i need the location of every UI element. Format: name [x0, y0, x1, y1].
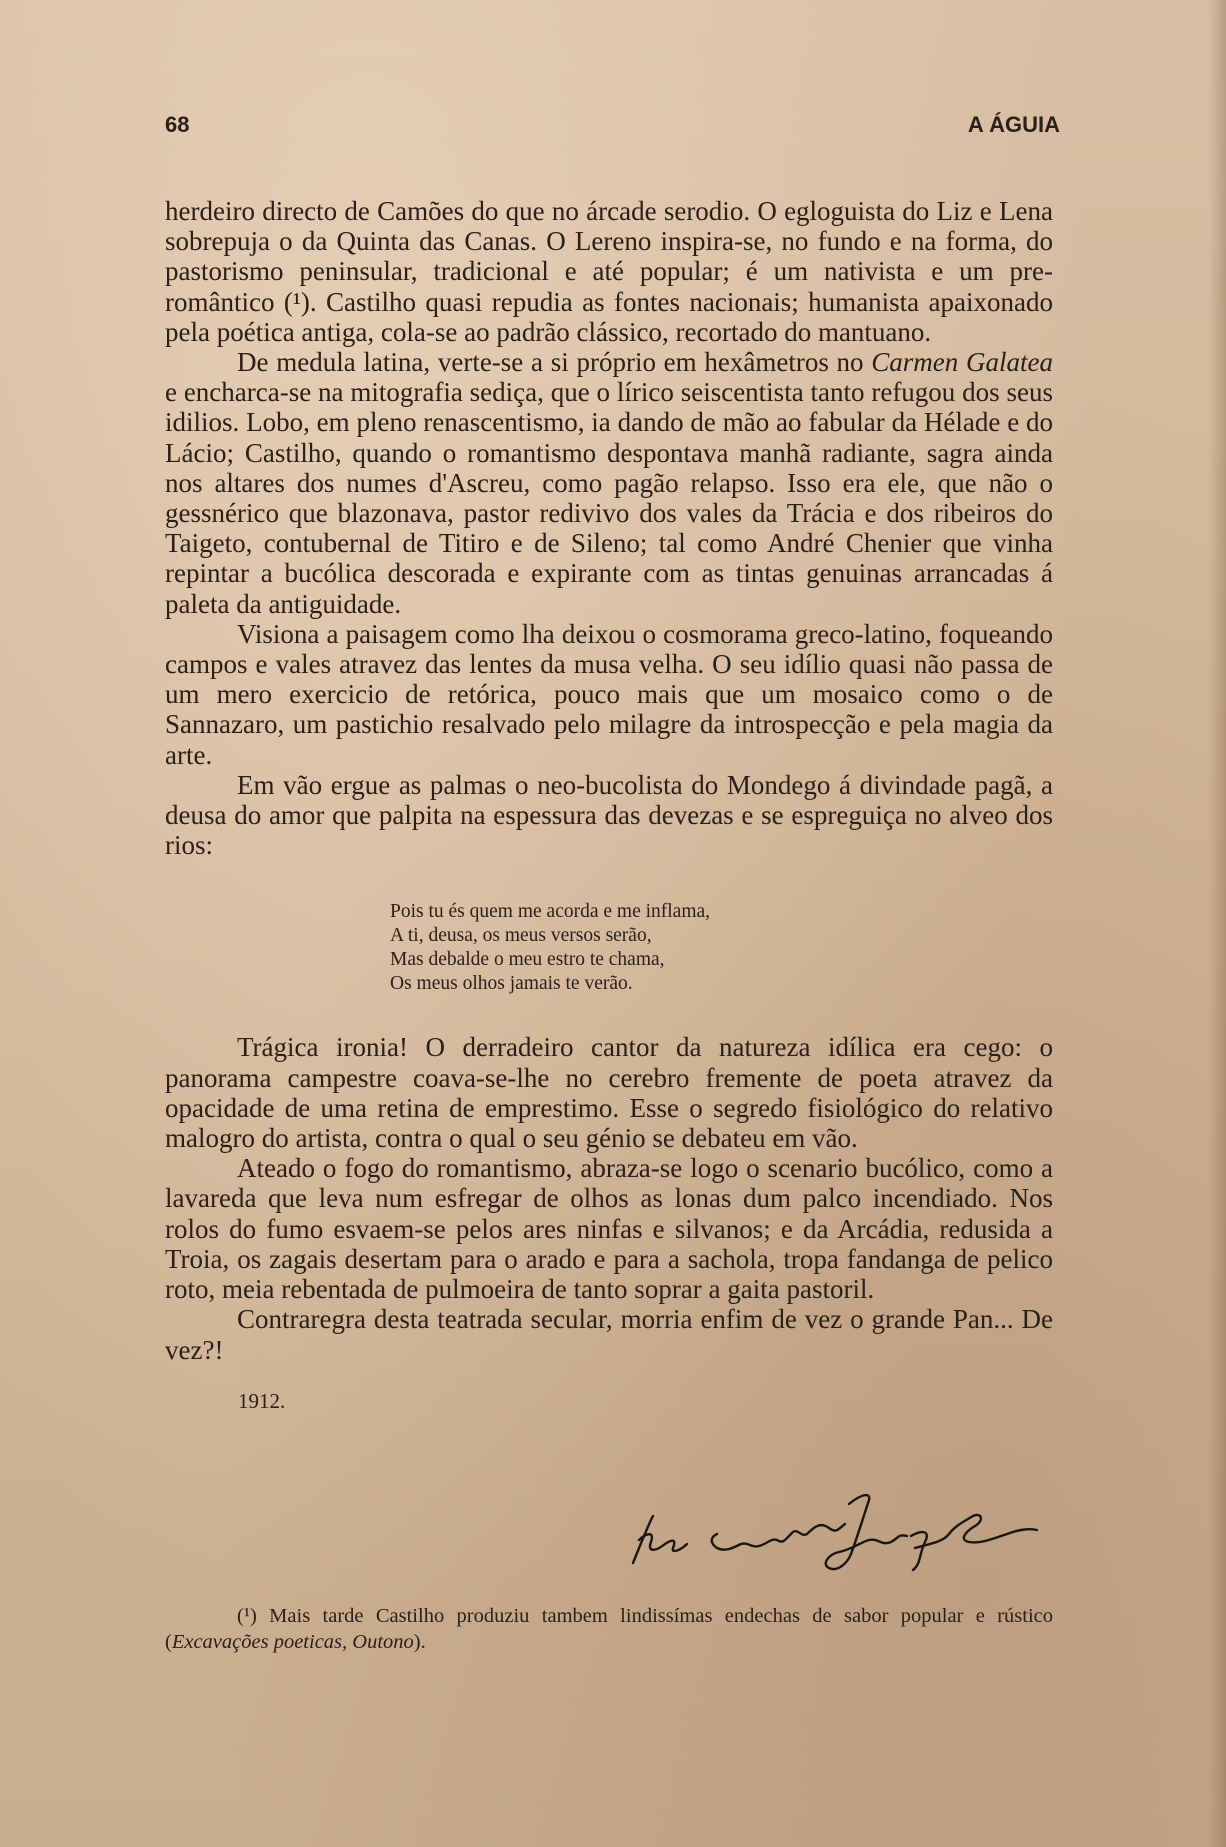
paragraphs-after-verse [165, 1032, 1053, 1364]
paragraph [165, 1153, 1053, 1304]
text-run: Contraregra desta teatrada secular, morria enfim de vez o grande Pan... De vez?! [165, 1304, 1053, 1365]
date-line: 1912. [238, 1388, 286, 1413]
footnote [165, 1603, 1053, 1655]
italic-title: Carmen Galatea [871, 347, 1053, 378]
journal-title: A ÁGUIA [967, 112, 1060, 137]
paragraph [165, 770, 1053, 861]
verse-quote [390, 900, 1053, 996]
footnote-mark: (¹) [237, 1605, 257, 1627]
page-number: 68 [165, 112, 190, 137]
text-run: ). [413, 1631, 426, 1653]
verse-line: Os meus olhos jamais te verão. [390, 973, 633, 995]
signature-handwriting [625, 1468, 1045, 1578]
text-run: herdeiro directo de Camões do que no árcade serodio. O egloguista do Liz e Lena sobrepuja o da Quinta das Canas. O Lereno inspira-se, no fundo e na forma, do pastorismo peninsular, tradicional e até popular; é um nativista e um pre-romântico (¹). Castilho quasi repudia as fontes nacionais; humanista apaixonado pela poética antiga, cola-se ao padrão clássico, recortado do mantuano. [165, 196, 1053, 347]
text-run: De medula latina, verte-se a si próprio em hexâmetros no [237, 347, 872, 378]
text-run: Trágica ironia! O derradeiro cantor da natureza idílica era cego: o panorama campestre coava-se-lhe no cerebro fremente de poeta atravez da opacidade de uma retina de emprestimo. Esse o segredo fisiológico do relativo malogro do artista, contra o qual o seu génio se debateu em vão. [165, 1032, 1053, 1154]
verse-line: A ti, deusa, os meus versos serão, [390, 925, 652, 947]
paragraph [165, 1304, 1053, 1364]
verse-line: Mas debalde o meu estro te chama, [390, 949, 665, 971]
paragraphs-before-verse [165, 196, 1053, 860]
author-signature [625, 1468, 1045, 1578]
paragraph [165, 1032, 1053, 1153]
verse-spacer [165, 996, 1053, 1032]
verse-line: Pois tu és quem me acorda e me inflama, [390, 901, 711, 923]
paragraph [165, 619, 1053, 770]
paragraph [165, 196, 1053, 347]
running-head [165, 112, 1060, 142]
text-run: Mais tarde Castilho produziu tambem lindissímas endechas de sabor popular e rústico ( [165, 1605, 1053, 1653]
article-body [165, 196, 1053, 1419]
paragraph [165, 347, 1053, 619]
footnote-text [165, 1605, 1053, 1653]
text-run: Em vão ergue as palmas o neo-bucolista do Mondego á divindade pagã, a deusa do amor que palpita na espessura das devezas e se espreguiça no alveo dos rios: [165, 769, 1053, 861]
text-run: Visiona a paisagem como lha deixou o cosmorama greco-latino, foqueando campos e vales atravez das lentes da musa velha. O seu idílio quasi não passa de um mero exercicio de retórica, pouco mais que um mosaico como o de Sannazaro, um pastichio resalvado pelo milagre da introspecção e pela magia da arte. [165, 618, 1053, 770]
italic-title: Excavações poeticas, Outono [171, 1631, 414, 1653]
text-run: Ateado o fogo do romantismo, abraza-se logo o scenario bucólico, como a lavareda que leva num esfregar de olhos as lonas dum palco incendiado. Nos rolos do fumo esvaem-se pelos ares ninfas e silvanos; e da Arcádia, redusida a Troia, os zagais desertam para o arado e para a sachola, tropa fandanga de pelico roto, meia rebentada de pulmoeira de tanto soprar a gaita pastoril. [165, 1153, 1053, 1305]
text-run: e encharca-se na mitografia sediça, que o lírico seiscentista tanto refugou dos seus idilios. Lobo, em pleno renascentismo, ia dando de mão ao fabular da Hélade e do Lácio; Castilho, quando o romantismo despontava manhã radiante, sagra ainda nos altares dos numes d'Ascreu, como pagão relapso. Isso era ele, que não o gessnérico que blazonava, pastor redivivo dos vales da Trácia e dos ribeiros do Taigeto, contubernal de Titiro e de Sileno; tal como André Chenier que vinha repintar a bucólica descorada e expirante com as tintas genuinas arrancadas á paleta da antiguidade. [165, 377, 1053, 619]
